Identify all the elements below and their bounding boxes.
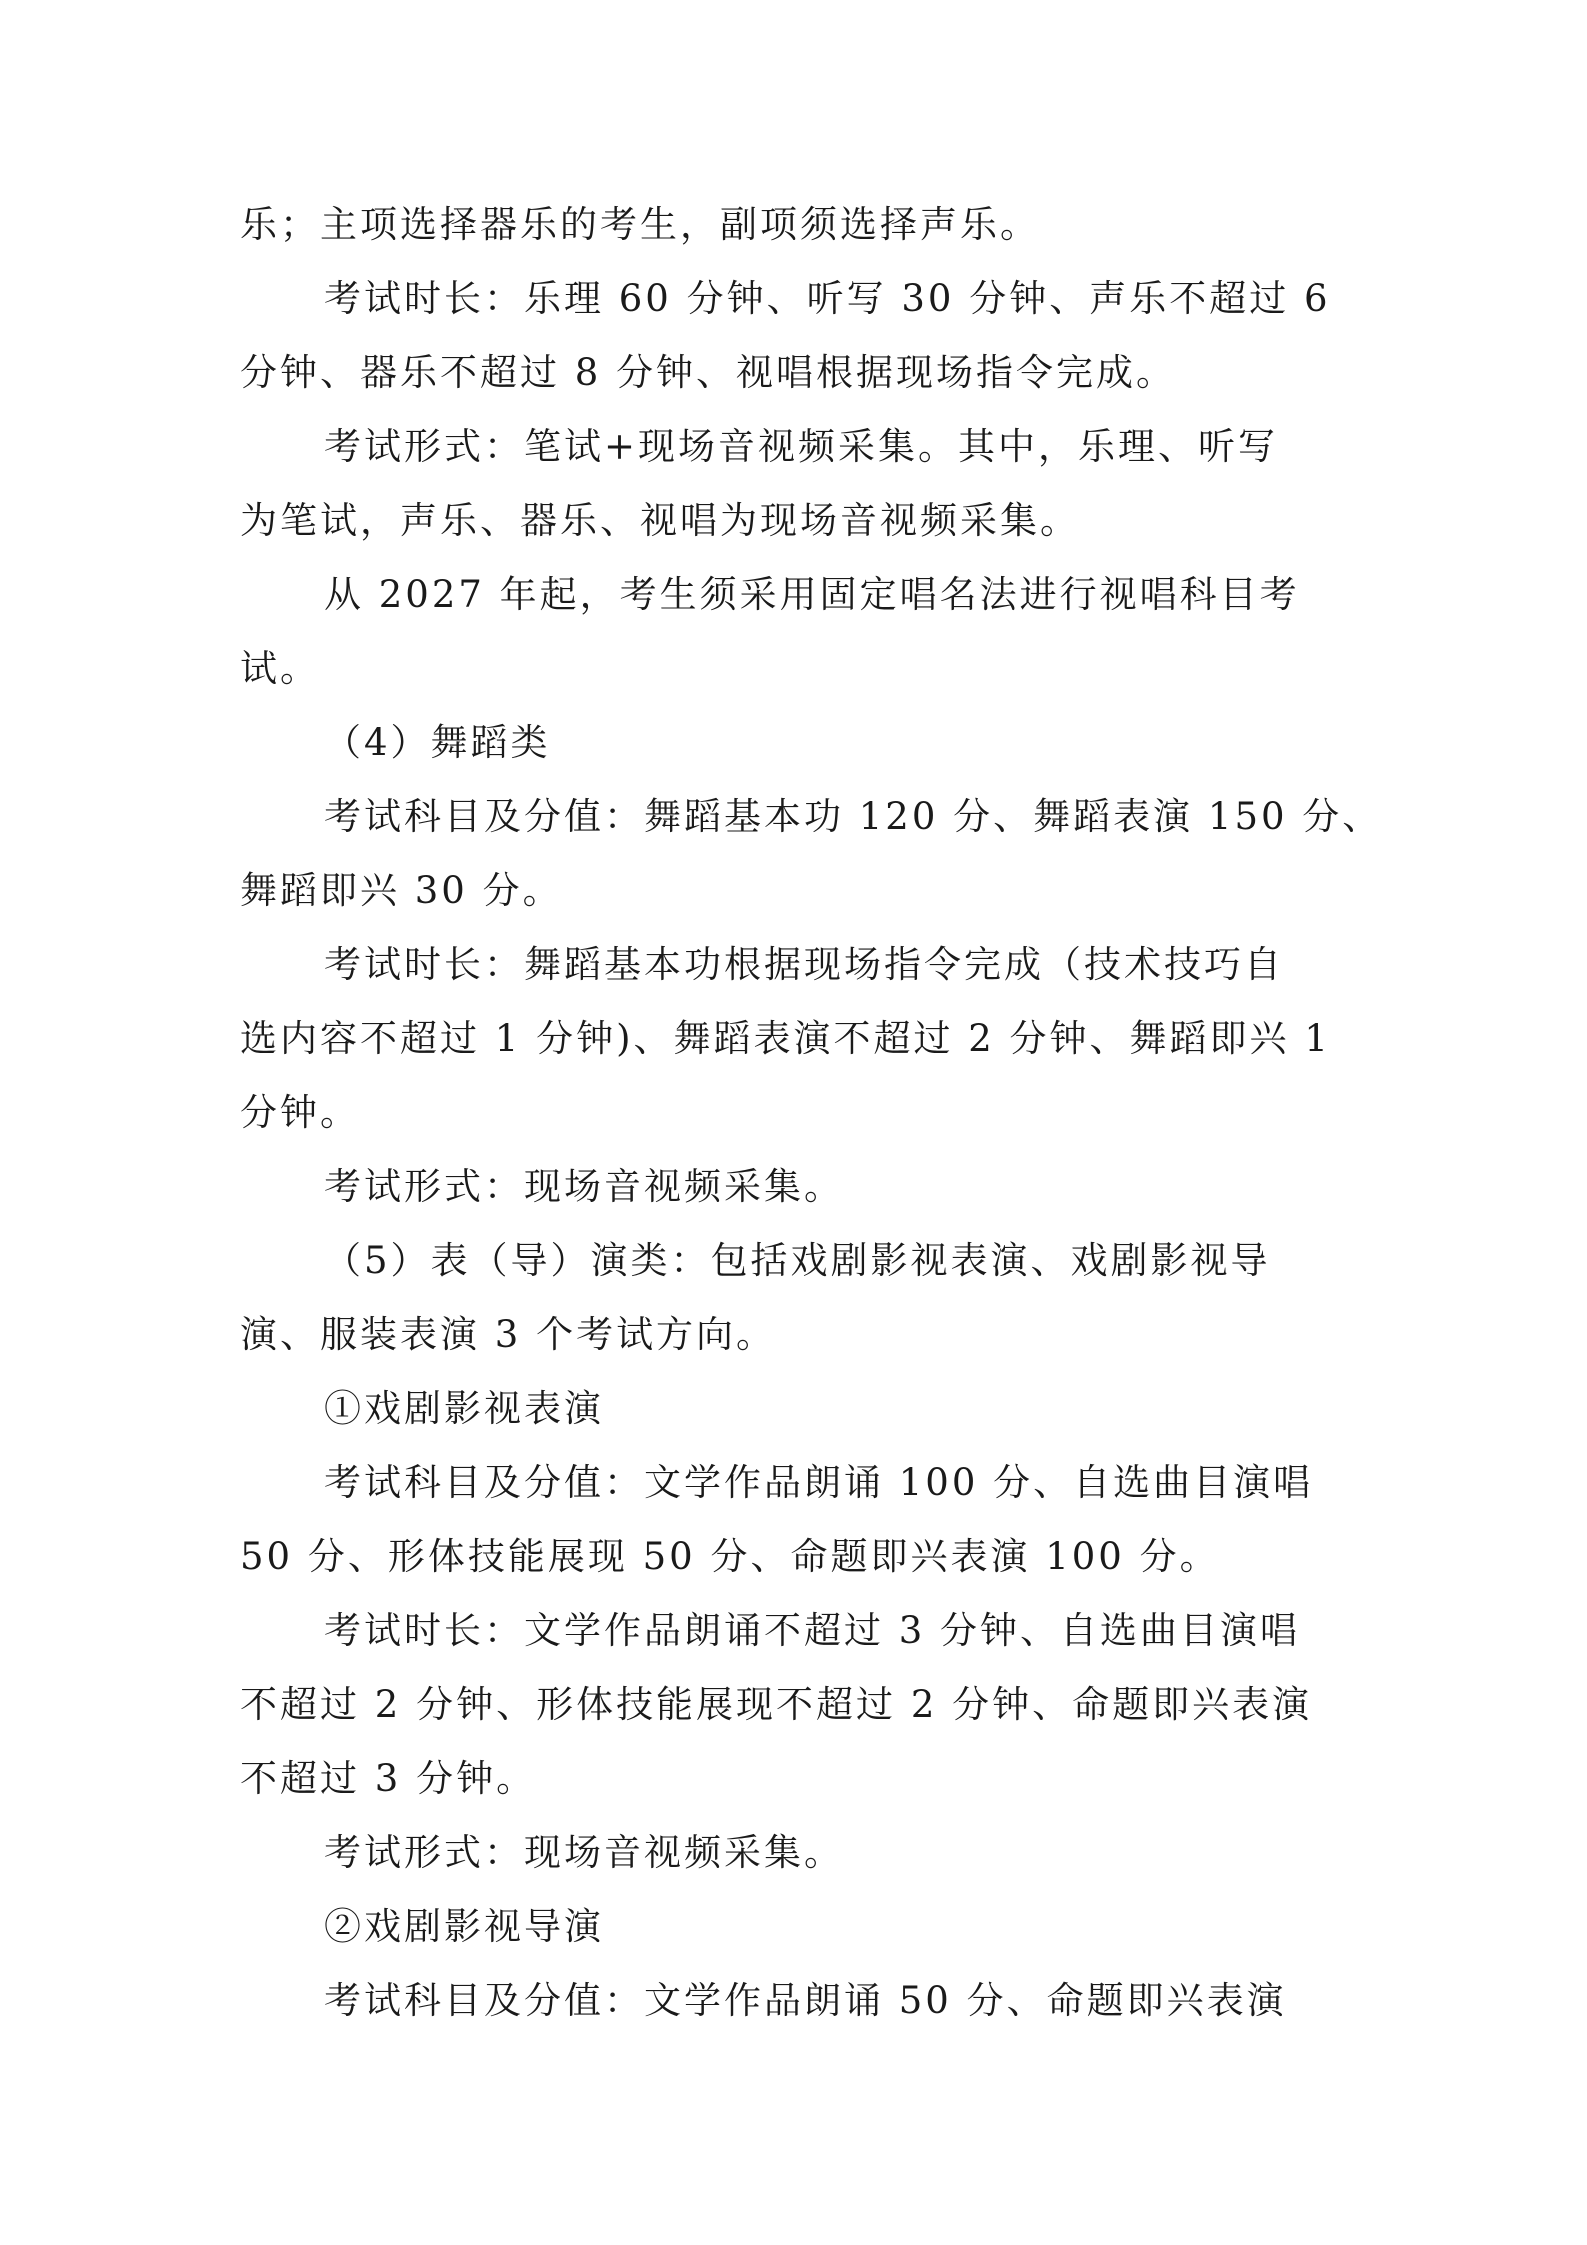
text-line: 考试形式：笔试+现场音视频采集。其中，乐理、听写 bbox=[324, 425, 1279, 468]
text-line: 试。 bbox=[240, 647, 320, 690]
text-line: 考试形式：现场音视频采集。 bbox=[324, 1831, 844, 1874]
section-heading-performance: （5）表（导）演类：包括戏剧影视表演、戏剧影视导 bbox=[324, 1239, 1271, 1282]
text-line: 考试时长：舞蹈基本功根据现场指令完成（技术技巧自 bbox=[324, 943, 1284, 986]
text-line: 从 2027 年起，考生须采用固定唱名法进行视唱科目考 bbox=[324, 573, 1300, 616]
section-heading-dance: （4）舞蹈类 bbox=[324, 721, 551, 764]
text-line: 乐；主项选择器乐的考生，副项须选择声乐。 bbox=[240, 203, 1040, 246]
text-line: 选内容不超过 1 分钟)、舞蹈表演不超过 2 分钟、舞蹈即兴 1 bbox=[240, 1017, 1331, 1060]
text-line: 分钟。 bbox=[240, 1091, 360, 1134]
text-line: 考试时长：文学作品朗诵不超过 3 分钟、自选曲目演唱 bbox=[324, 1609, 1301, 1652]
text-line: 不超过 3 分钟。 bbox=[240, 1757, 537, 1800]
text-line: 考试科目及分值：文学作品朗诵 100 分、自选曲目演唱 bbox=[324, 1461, 1314, 1504]
text-line: 演、服装表演 3 个考试方向。 bbox=[240, 1313, 777, 1356]
text-line: 考试时长：乐理 60 分钟、听写 30 分钟、声乐不超过 6 bbox=[324, 277, 1331, 320]
text-line: 不超过 2 分钟、形体技能展现不超过 2 分钟、命题即兴表演 bbox=[240, 1683, 1313, 1726]
text-line: 考试科目及分值：文学作品朗诵 50 分、命题即兴表演 bbox=[324, 1979, 1287, 2022]
subsection-heading-drama-acting: ①戏剧影视表演 bbox=[324, 1387, 604, 1430]
text-line: 为笔试，声乐、器乐、视唱为现场音视频采集。 bbox=[240, 499, 1080, 542]
text-line: 分钟、器乐不超过 8 分钟、视唱根据现场指令完成。 bbox=[240, 351, 1177, 394]
text-line: 舞蹈即兴 30 分。 bbox=[240, 869, 563, 912]
text-line: 50 分、形体技能展现 50 分、命题即兴表演 100 分。 bbox=[240, 1535, 1220, 1578]
subsection-heading-drama-directing: ②戏剧影视导演 bbox=[324, 1905, 604, 1948]
text-line: 考试科目及分值：舞蹈基本功 120 分、舞蹈表演 150 分、 bbox=[324, 795, 1383, 838]
text-line: 考试形式：现场音视频采集。 bbox=[324, 1165, 844, 1208]
